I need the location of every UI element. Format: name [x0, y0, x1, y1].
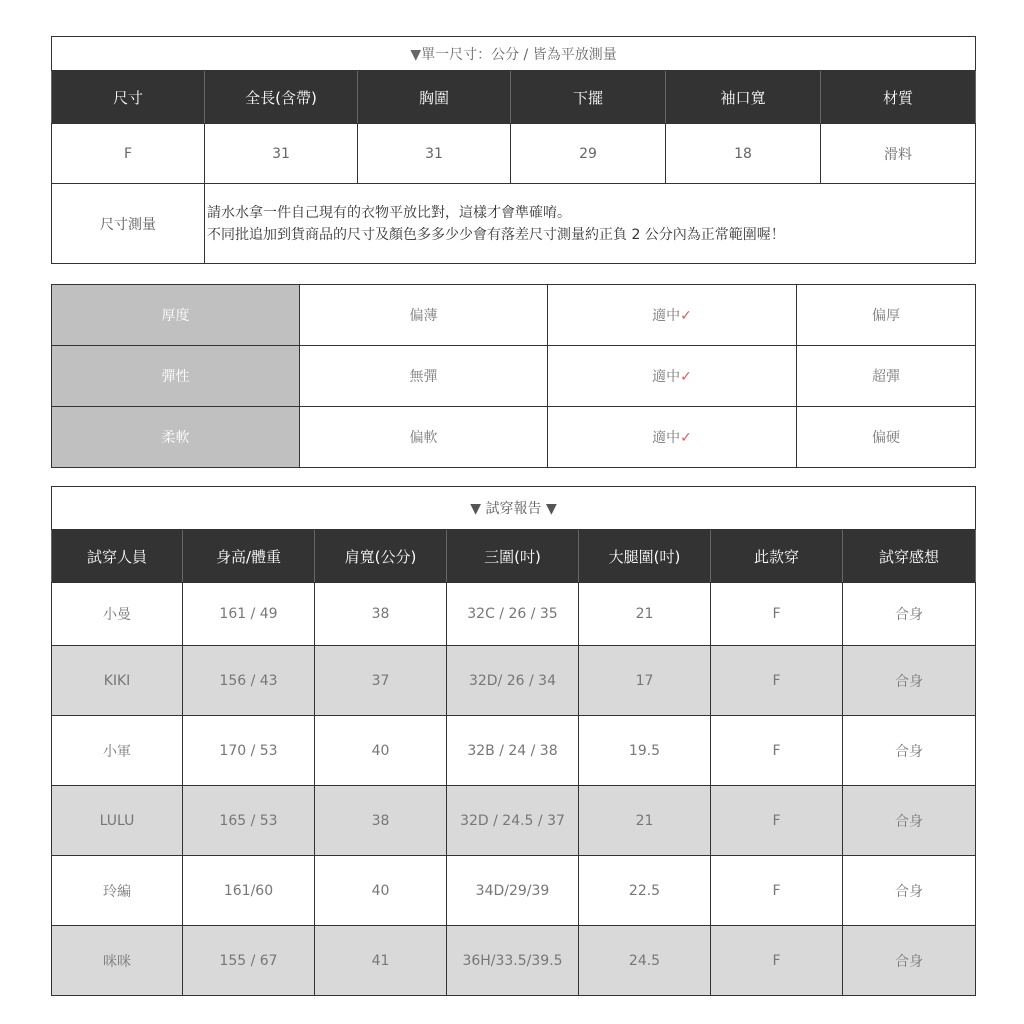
- try-cell: 玲編: [52, 856, 183, 926]
- try-cell: F: [711, 646, 843, 716]
- try-cell: 161 / 49: [183, 583, 315, 646]
- try-cell: 19.5: [579, 716, 711, 786]
- try-header-feedback: 試穿感想: [843, 530, 976, 583]
- try-cell: 38: [315, 786, 447, 856]
- try-cell: 合身: [843, 926, 976, 996]
- feel-option-selected: 適中✓: [548, 407, 797, 468]
- size-cell: 31: [358, 124, 511, 184]
- try-cell: 170 / 53: [183, 716, 315, 786]
- try-header-size-worn: 此款穿: [711, 530, 843, 583]
- feel-option: 偏軟: [300, 407, 548, 468]
- try-cell: 161/60: [183, 856, 315, 926]
- size-header-cuff: 袖口寬: [666, 71, 821, 124]
- try-cell: 32D / 24.5 / 37: [447, 786, 579, 856]
- try-cell: KIKI: [52, 646, 183, 716]
- try-cell: 36H/33.5/39.5: [447, 926, 579, 996]
- size-cell: F: [52, 124, 205, 184]
- size-cell: 滑料: [821, 124, 976, 184]
- table-row: [52, 786, 976, 856]
- try-on-table: [51, 486, 976, 996]
- try-header-shoulder: 肩寬(公分): [315, 530, 447, 583]
- check-icon: ✓: [680, 430, 692, 446]
- try-cell: 41: [315, 926, 447, 996]
- try-cell: 合身: [843, 786, 976, 856]
- feel-option-selected: 適中✓: [548, 285, 797, 346]
- try-cell: 小軍: [52, 716, 183, 786]
- try-cell: 17: [579, 646, 711, 716]
- try-cell: 165 / 53: [183, 786, 315, 856]
- try-cell: 32B / 24 / 38: [447, 716, 579, 786]
- try-cell: 32D/ 26 / 34: [447, 646, 579, 716]
- try-header-thigh: 大腿圍(吋): [579, 530, 711, 583]
- try-header-measurements: 三圍(吋): [447, 530, 579, 583]
- try-cell: 34D/29/39: [447, 856, 579, 926]
- feel-option: 超彈: [797, 346, 976, 407]
- feel-option-selected: 適中✓: [548, 346, 797, 407]
- try-cell: 22.5: [579, 856, 711, 926]
- size-header-material: 材質: [821, 71, 976, 124]
- measure-note-label: 尺寸測量: [52, 184, 205, 264]
- try-on-caption: ▼ 試穿報告 ▼: [52, 487, 976, 530]
- try-cell: 38: [315, 583, 447, 646]
- size-cell: 31: [205, 124, 358, 184]
- try-cell: F: [711, 716, 843, 786]
- size-header-hem: 下擺: [511, 71, 666, 124]
- try-cell: 156 / 43: [183, 646, 315, 716]
- table-row: [52, 646, 976, 716]
- feel-option: 無彈: [300, 346, 548, 407]
- try-cell: 合身: [843, 856, 976, 926]
- try-cell: 21: [579, 583, 711, 646]
- try-cell: 155 / 67: [183, 926, 315, 996]
- try-cell: F: [711, 856, 843, 926]
- try-cell: 合身: [843, 583, 976, 646]
- size-header-chest: 胸圍: [358, 71, 511, 124]
- size-table-caption: ▼單一尺寸：公分 / 皆為平放測量: [52, 37, 976, 71]
- try-cell: 24.5: [579, 926, 711, 996]
- table-row: [52, 716, 976, 786]
- feel-option: 偏硬: [797, 407, 976, 468]
- try-cell: F: [711, 583, 843, 646]
- try-cell: 40: [315, 716, 447, 786]
- try-cell: LULU: [52, 786, 183, 856]
- try-cell: 合身: [843, 716, 976, 786]
- try-cell: F: [711, 926, 843, 996]
- try-cell: F: [711, 786, 843, 856]
- try-cell: 小曼: [52, 583, 183, 646]
- try-cell: 40: [315, 856, 447, 926]
- feel-table: [51, 284, 976, 468]
- feel-option: 偏厚: [797, 285, 976, 346]
- try-header-tester: 試穿人員: [52, 530, 183, 583]
- check-icon: ✓: [680, 308, 692, 324]
- try-header-height-weight: 身高/體重: [183, 530, 315, 583]
- size-header-length: 全長(含帶): [205, 71, 358, 124]
- feel-label-softness: 柔軟: [52, 407, 300, 468]
- size-table: [51, 36, 976, 264]
- try-on-rows: [52, 583, 976, 996]
- size-cell: 18: [666, 124, 821, 184]
- feel-label-elasticity: 彈性: [52, 346, 300, 407]
- try-cell: 32C / 26 / 35: [447, 583, 579, 646]
- try-cell: 21: [579, 786, 711, 856]
- table-row: [52, 583, 976, 646]
- check-icon: ✓: [680, 369, 692, 385]
- table-row: [52, 856, 976, 926]
- feel-label-thickness: 厚度: [52, 285, 300, 346]
- measure-note-line: 不同批追加到貨商品的尺寸及顏色多多少少會有落差尺寸測量約正負 2 公分內為正常範圍喔！: [207, 226, 785, 243]
- table-row: [52, 926, 976, 996]
- try-cell: 37: [315, 646, 447, 716]
- try-cell: 合身: [843, 646, 976, 716]
- size-cell: 29: [511, 124, 666, 184]
- measure-note-line: 請水水拿一件自己現有的衣物平放比對，這樣才會準確唷。: [207, 204, 571, 221]
- size-header-size: 尺寸: [52, 71, 205, 124]
- try-cell: 咪咪: [52, 926, 183, 996]
- measure-note: [205, 184, 976, 264]
- feel-option: 偏薄: [300, 285, 548, 346]
